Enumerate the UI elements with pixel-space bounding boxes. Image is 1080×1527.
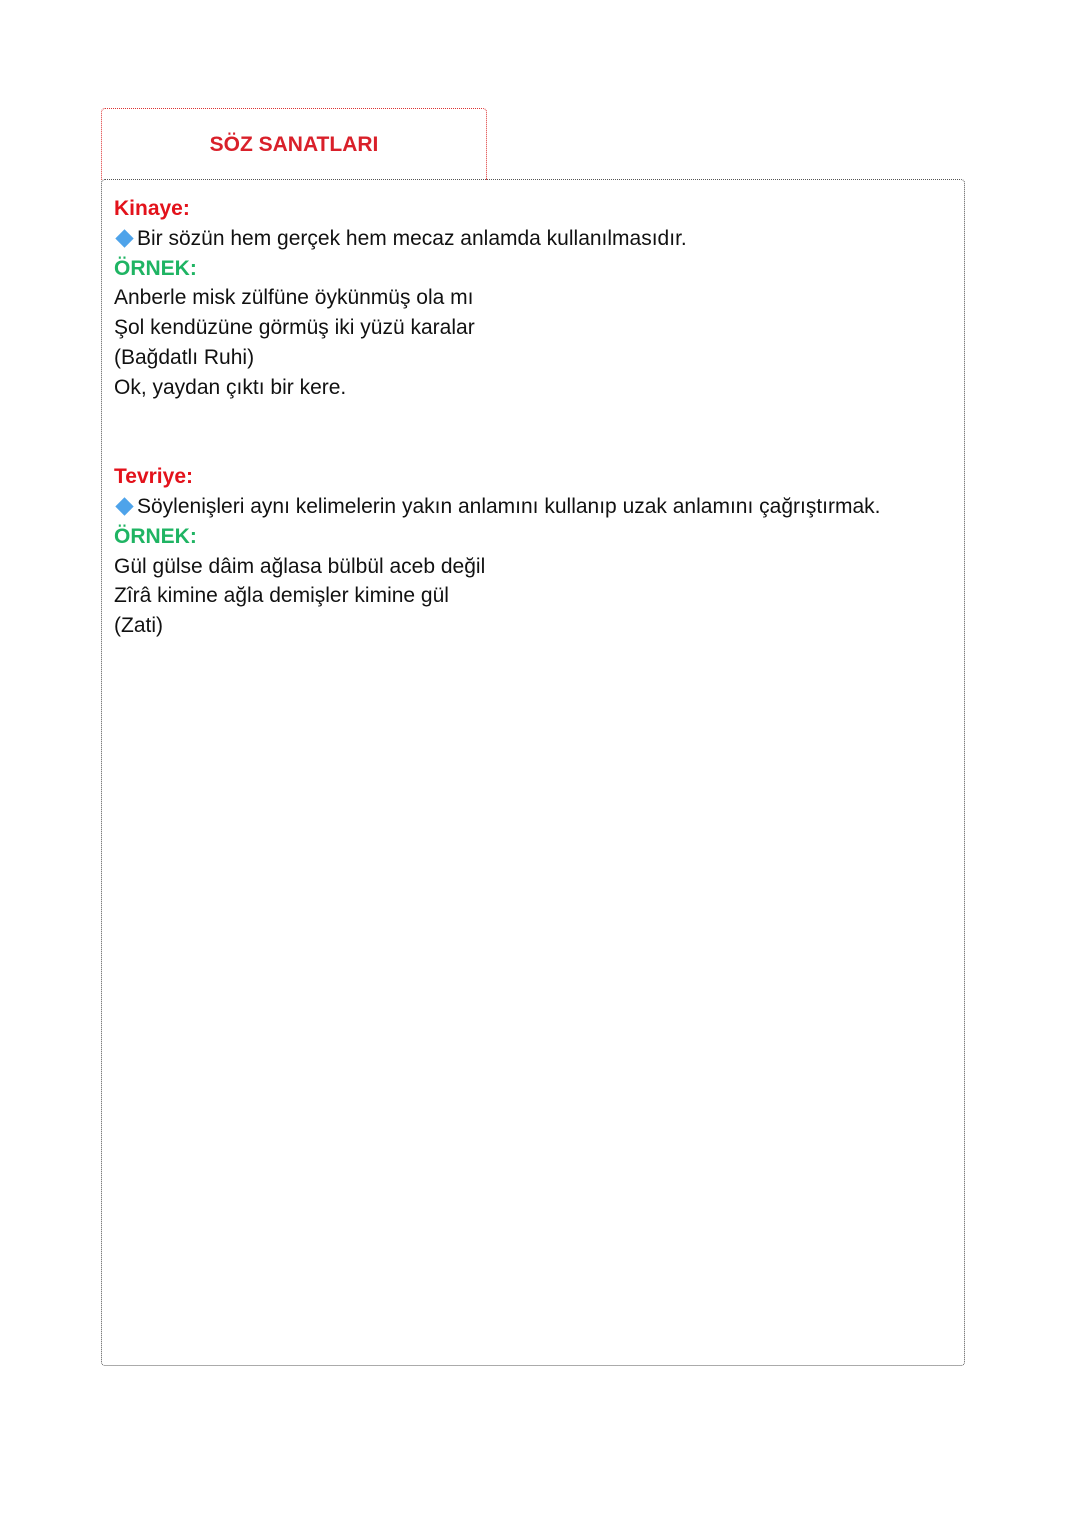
definition-text: Bir sözün hem gerçek hem mecaz anlamda kullanılmasıdır.: [137, 226, 687, 250]
example-line: Şol kendüzüne görmüş iki yüzü karalar: [114, 316, 475, 340]
example-line: Gül gülse dâim ağlasa bülbül aceb değil: [114, 554, 486, 578]
definition-text: Söylenişleri aynı kelimelerin yakın anlamını kullanıp uzak anlamını çağrıştırmak.: [137, 494, 881, 518]
example-line: (Bağdatlı Ruhi): [114, 345, 255, 369]
title-tab: [101, 108, 487, 180]
diamond-bullet-icon: [115, 498, 133, 516]
example-label: ÖRNEK:: [114, 524, 197, 548]
section-kinaye: [114, 194, 881, 403]
example-line: Ok, yaydan çıktı bir kere.: [114, 375, 347, 399]
page-title: SÖZ SANATLARI: [209, 133, 379, 156]
section-heading: Tevriye:: [114, 465, 193, 489]
diamond-bullet-icon: [115, 230, 133, 248]
example-line: (Zati): [114, 614, 163, 638]
example-label: ÖRNEK:: [114, 256, 197, 280]
section-heading: Kinaye:: [114, 197, 190, 220]
definition: [114, 492, 881, 522]
content: [114, 194, 881, 641]
example-line: Zîrâ kimine ağla demişler kimine gül: [114, 584, 449, 608]
section-tevriye: [114, 462, 881, 641]
example-line: Anberle misk zülfüne öykünmüş ola mı: [114, 286, 474, 310]
definition: [114, 224, 881, 254]
